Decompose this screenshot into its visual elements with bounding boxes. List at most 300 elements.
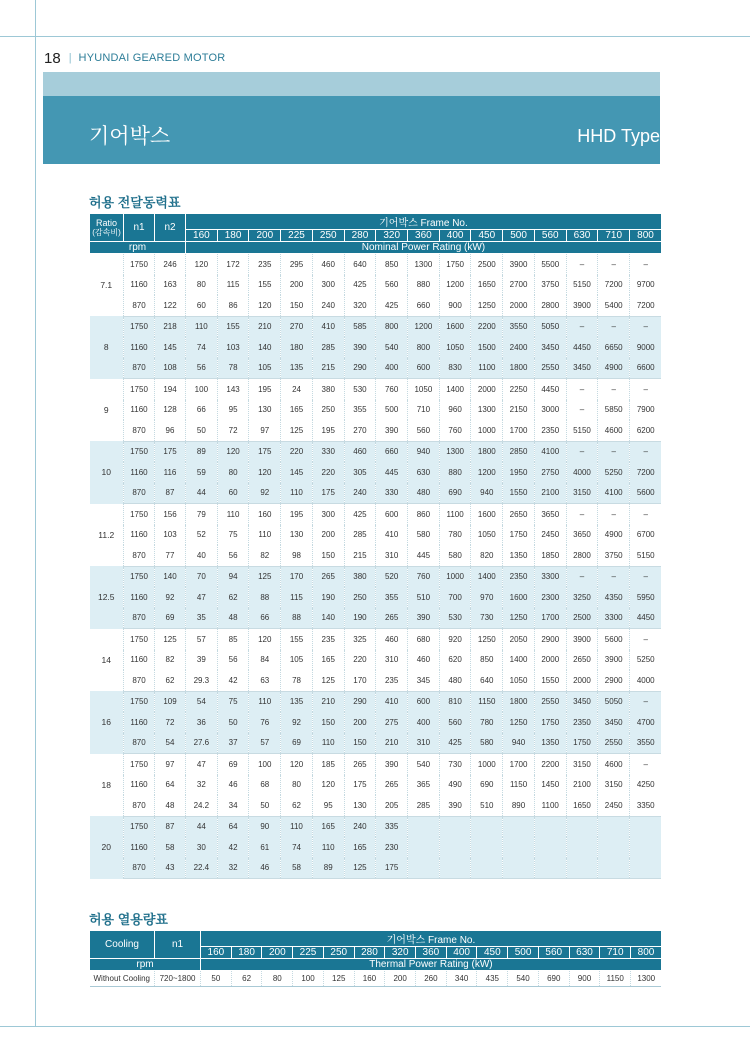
thermal-rating-table xyxy=(89,930,662,987)
rating-cell: 60 xyxy=(217,483,249,504)
rating-cell: 64 xyxy=(217,816,249,837)
rating-cell: – xyxy=(566,316,598,337)
n2-cell: 163 xyxy=(155,275,186,296)
thermal-value-cell: 690 xyxy=(538,971,569,987)
rating-cell: 24 xyxy=(281,379,313,400)
rating-cell: 66 xyxy=(249,608,281,629)
rating-cell: 125 xyxy=(312,670,344,691)
thermal-value-cell: 100 xyxy=(293,971,324,987)
n2-cell: 96 xyxy=(155,420,186,441)
rating-cell: 780 xyxy=(439,525,471,546)
n2-cell: 97 xyxy=(155,754,186,775)
rating-cell: 490 xyxy=(439,775,471,796)
frame-number-header: 450 xyxy=(471,230,503,242)
rating-cell: 2200 xyxy=(534,754,566,775)
rating-cell: 310 xyxy=(408,733,440,754)
rating-cell: – xyxy=(630,754,662,775)
rating-cell: 4450 xyxy=(534,379,566,400)
thermal-frame-number-header: 160 xyxy=(201,947,232,959)
rating-cell: 2700 xyxy=(503,275,535,296)
thermal-value-cell: 1150 xyxy=(600,971,631,987)
rating-cell xyxy=(566,816,598,837)
rating-cell: 100 xyxy=(249,754,281,775)
rating-cell: 780 xyxy=(471,712,503,733)
rating-cell: 210 xyxy=(376,733,408,754)
table-row xyxy=(90,650,662,671)
rating-cell: 380 xyxy=(344,566,376,587)
rating-cell: 90 xyxy=(249,816,281,837)
rating-cell xyxy=(503,816,535,837)
rating-cell: 78 xyxy=(281,670,313,691)
ratio-cell: 16 xyxy=(90,691,124,754)
power-rating-table xyxy=(89,213,662,879)
rating-cell: – xyxy=(630,441,662,462)
frame-number-header: 225 xyxy=(281,230,313,242)
n2-cell: 69 xyxy=(155,608,186,629)
n2-cell: 54 xyxy=(155,733,186,754)
rating-cell: 80 xyxy=(281,775,313,796)
rating-cell: 540 xyxy=(376,337,408,358)
rating-cell: 103 xyxy=(217,337,249,358)
n1-cell: 1750 xyxy=(124,316,155,337)
n1-cell: 870 xyxy=(124,608,155,629)
ratio-cell: 12.5 xyxy=(90,566,124,629)
rating-cell xyxy=(439,816,471,837)
rating-cell: 175 xyxy=(376,858,408,879)
rating-cell: 180 xyxy=(281,337,313,358)
rating-cell: 60 xyxy=(186,295,218,316)
rating-cell: 560 xyxy=(439,712,471,733)
rating-cell: 3450 xyxy=(566,358,598,379)
rating-cell xyxy=(503,837,535,858)
rating-cell: 285 xyxy=(408,795,440,816)
rating-cell: 46 xyxy=(217,775,249,796)
n1-cell: 870 xyxy=(124,733,155,754)
rating-cell: 120 xyxy=(249,295,281,316)
rating-cell: 3250 xyxy=(566,587,598,608)
rating-cell: 130 xyxy=(281,525,313,546)
rating-cell: 3350 xyxy=(630,795,662,816)
rating-cell: 92 xyxy=(281,712,313,733)
table-row xyxy=(90,629,662,650)
n1-cell: 1160 xyxy=(124,712,155,733)
table-row xyxy=(90,275,662,296)
rating-cell: 880 xyxy=(408,275,440,296)
rating-cell: 1600 xyxy=(471,504,503,525)
thermal-value-cell: 160 xyxy=(354,971,385,987)
rating-cell: 165 xyxy=(312,650,344,671)
table-row xyxy=(90,670,662,691)
rating-cell: 5050 xyxy=(534,316,566,337)
thermal-frame-number-header: 400 xyxy=(446,947,477,959)
thermal-value-cell: 260 xyxy=(416,971,447,987)
rating-cell: 1100 xyxy=(471,358,503,379)
rating-cell: 330 xyxy=(312,441,344,462)
rating-cell: 425 xyxy=(439,733,471,754)
rating-cell: 265 xyxy=(376,608,408,629)
page-header xyxy=(44,48,225,68)
n1-cell: 870 xyxy=(124,545,155,566)
rating-cell: 200 xyxy=(344,712,376,733)
rating-cell: – xyxy=(630,629,662,650)
rating-cell: 300 xyxy=(312,275,344,296)
rating-cell: 3300 xyxy=(534,566,566,587)
rating-cell: 150 xyxy=(312,712,344,733)
rating-cell: 425 xyxy=(376,295,408,316)
rating-cell: – xyxy=(566,400,598,421)
rating-cell xyxy=(408,816,440,837)
rating-cell: 210 xyxy=(249,316,281,337)
rating-cell: 2800 xyxy=(534,295,566,316)
rating-cell: 1800 xyxy=(471,441,503,462)
n1-cell: 1750 xyxy=(124,566,155,587)
n2-cell: 43 xyxy=(155,858,186,879)
rating-cell: 165 xyxy=(312,816,344,837)
rating-cell: 6600 xyxy=(630,358,662,379)
rating-cell: 27.6 xyxy=(186,733,218,754)
rating-cell: 4600 xyxy=(598,754,630,775)
ratio-cell: 7.1 xyxy=(90,254,124,317)
rating-cell: 1350 xyxy=(503,545,535,566)
rating-cell: 3450 xyxy=(534,337,566,358)
rating-cell: 3300 xyxy=(598,608,630,629)
n2-cell: 128 xyxy=(155,400,186,421)
n2-cell: 62 xyxy=(155,670,186,691)
rating-cell: 330 xyxy=(376,483,408,504)
rating-cell: 940 xyxy=(408,441,440,462)
frame-number-header: 500 xyxy=(503,230,535,242)
rating-cell: 520 xyxy=(376,566,408,587)
ratio-cell: 18 xyxy=(90,754,124,817)
rating-cell: 860 xyxy=(408,504,440,525)
rating-cell: 240 xyxy=(344,816,376,837)
thermal-rating-header: Thermal Power Rating (kW) xyxy=(201,959,662,971)
rating-cell: 2550 xyxy=(534,691,566,712)
rating-cell: 6200 xyxy=(630,420,662,441)
rating-cell xyxy=(408,858,440,879)
rating-cell: 270 xyxy=(281,316,313,337)
rating-cell: – xyxy=(598,566,630,587)
rating-cell: 445 xyxy=(408,545,440,566)
rating-cell: 320 xyxy=(344,295,376,316)
n1-cell: 870 xyxy=(124,483,155,504)
rating-cell: 640 xyxy=(344,254,376,275)
rating-cell: 3150 xyxy=(598,775,630,796)
cooling-cell: Without Cooling xyxy=(90,971,155,987)
rating-cell: 2250 xyxy=(503,379,535,400)
rating-cell: 1800 xyxy=(503,358,535,379)
rating-cell: 820 xyxy=(471,545,503,566)
rating-cell: – xyxy=(566,504,598,525)
rating-cell: 42 xyxy=(217,837,249,858)
rating-cell: 76 xyxy=(249,712,281,733)
rating-cell: – xyxy=(598,316,630,337)
rating-cell: 290 xyxy=(344,691,376,712)
rating-cell: 2000 xyxy=(534,650,566,671)
rating-cell: 900 xyxy=(439,295,471,316)
rating-cell: 2550 xyxy=(534,358,566,379)
rating-cell: 140 xyxy=(249,337,281,358)
rating-cell: 78 xyxy=(217,358,249,379)
thermal-rating-body xyxy=(90,971,662,987)
rating-cell: 57 xyxy=(186,629,218,650)
rating-cell: 760 xyxy=(376,379,408,400)
n2-cell: 175 xyxy=(155,441,186,462)
rating-cell: 390 xyxy=(376,754,408,775)
rating-cell: 35 xyxy=(186,608,218,629)
rating-cell: 47 xyxy=(186,754,218,775)
ratio-cell: 20 xyxy=(90,816,124,879)
rating-cell: 7900 xyxy=(630,400,662,421)
rating-cell: 4100 xyxy=(534,441,566,462)
rating-cell: 1250 xyxy=(471,295,503,316)
thermal-header-row-frame xyxy=(90,931,662,947)
rating-cell: 69 xyxy=(281,733,313,754)
rating-cell: 730 xyxy=(439,754,471,775)
rating-cell: 200 xyxy=(312,525,344,546)
rating-cell: 660 xyxy=(408,295,440,316)
rating-cell: 275 xyxy=(376,712,408,733)
rating-cell: 2200 xyxy=(471,316,503,337)
rating-cell: 68 xyxy=(249,775,281,796)
rating-cell: 4250 xyxy=(630,775,662,796)
thermal-frame-number-header: 800 xyxy=(631,947,662,959)
rating-cell: 4600 xyxy=(598,420,630,441)
rating-cell: 1200 xyxy=(408,316,440,337)
rating-cell: 120 xyxy=(186,254,218,275)
table-row xyxy=(90,316,662,337)
rating-cell: 265 xyxy=(312,566,344,587)
rating-cell: 1750 xyxy=(439,254,471,275)
rating-cell: 760 xyxy=(439,420,471,441)
rating-cell xyxy=(439,858,471,879)
rating-cell: 39 xyxy=(186,650,218,671)
thermal-frame-number-header: 320 xyxy=(385,947,416,959)
rating-cell: 4900 xyxy=(598,358,630,379)
rating-cell: 46 xyxy=(249,858,281,879)
n1-cell: 1750 xyxy=(124,754,155,775)
n1-cell: 1750 xyxy=(124,504,155,525)
rating-cell: 760 xyxy=(408,566,440,587)
rating-cell: 120 xyxy=(249,462,281,483)
rating-cell: 230 xyxy=(376,837,408,858)
n2-cell: 82 xyxy=(155,650,186,671)
rating-cell: 700 xyxy=(439,587,471,608)
rating-cell: 24.2 xyxy=(186,795,218,816)
rating-cell: 40 xyxy=(186,545,218,566)
table-row xyxy=(90,587,662,608)
thermal-frame-number-header: 280 xyxy=(354,947,385,959)
rating-cell: 2750 xyxy=(534,462,566,483)
rating-cell: 380 xyxy=(312,379,344,400)
rating-cell: 145 xyxy=(281,462,313,483)
rating-cell: 4000 xyxy=(566,462,598,483)
rating-cell: 355 xyxy=(344,400,376,421)
rating-cell: 1700 xyxy=(503,754,535,775)
rating-cell: 1300 xyxy=(439,441,471,462)
frame-number-header: 630 xyxy=(566,230,598,242)
title-banner xyxy=(43,96,660,164)
banner-type-label: HHD Type xyxy=(577,126,660,146)
rating-cell: 1150 xyxy=(503,775,535,796)
frame-number-header: 250 xyxy=(312,230,344,242)
frame-number-header: 320 xyxy=(376,230,408,242)
rating-cell: 54 xyxy=(186,691,218,712)
rating-cell: 205 xyxy=(376,795,408,816)
rating-cell xyxy=(503,858,535,879)
rating-cell: 61 xyxy=(249,837,281,858)
rating-header: Nominal Power Rating (kW) xyxy=(186,242,662,254)
rating-cell xyxy=(566,858,598,879)
thermal-frame-number-header: 200 xyxy=(262,947,293,959)
rating-cell: 125 xyxy=(281,420,313,441)
top-rule xyxy=(0,36,750,37)
rating-cell: 1450 xyxy=(534,775,566,796)
table-row xyxy=(90,754,662,775)
rating-cell xyxy=(408,837,440,858)
rating-cell: 2300 xyxy=(534,587,566,608)
rating-cell: 130 xyxy=(344,795,376,816)
rating-cell: 710 xyxy=(408,400,440,421)
thermal-n1-header: n1 xyxy=(155,931,201,959)
rating-cell: 365 xyxy=(408,775,440,796)
rating-cell: 75 xyxy=(217,525,249,546)
thermal-value-cell: 900 xyxy=(569,971,600,987)
rating-cell: 290 xyxy=(344,358,376,379)
rating-cell: 94 xyxy=(217,566,249,587)
rating-cell xyxy=(630,837,662,858)
rating-cell xyxy=(598,858,630,879)
rating-cell: 22.4 xyxy=(186,858,218,879)
brand-name: HYUNDAI GEARED MOTOR xyxy=(78,52,226,64)
rating-cell: 3750 xyxy=(534,275,566,296)
rating-cell: 265 xyxy=(344,754,376,775)
ratio-header-label: Ratio xyxy=(95,218,117,228)
rating-cell: 940 xyxy=(503,733,535,754)
rating-cell xyxy=(598,837,630,858)
n2-cell: 87 xyxy=(155,816,186,837)
rating-cell: 6700 xyxy=(630,525,662,546)
rating-cell: 325 xyxy=(344,629,376,650)
rating-cell: – xyxy=(598,504,630,525)
thermal-n1-cell: 720~1800 xyxy=(155,971,201,987)
rating-cell: 310 xyxy=(376,650,408,671)
rating-cell: 3900 xyxy=(566,629,598,650)
n1-cell: 1160 xyxy=(124,525,155,546)
rating-cell: 1550 xyxy=(534,670,566,691)
n1-cell: 1160 xyxy=(124,400,155,421)
rating-cell: 7200 xyxy=(598,275,630,296)
rating-cell: 2500 xyxy=(566,608,598,629)
n1-cell: 1750 xyxy=(124,816,155,837)
rating-cell: 97 xyxy=(249,420,281,441)
rating-cell xyxy=(598,816,630,837)
rating-cell: 110 xyxy=(281,483,313,504)
rating-cell: – xyxy=(630,316,662,337)
rating-cell: 2650 xyxy=(503,504,535,525)
rating-cell: 390 xyxy=(376,420,408,441)
rating-cell: 150 xyxy=(281,295,313,316)
rating-cell: 240 xyxy=(312,295,344,316)
table-row xyxy=(90,816,662,837)
rating-cell: 5600 xyxy=(630,483,662,504)
table-row xyxy=(90,566,662,587)
rating-cell xyxy=(534,816,566,837)
rating-cell: – xyxy=(566,441,598,462)
rating-cell: 830 xyxy=(439,358,471,379)
rating-cell: – xyxy=(630,504,662,525)
rating-cell: 59 xyxy=(186,462,218,483)
n1-cell: 1160 xyxy=(124,837,155,858)
rating-cell: 195 xyxy=(312,420,344,441)
rating-cell: 480 xyxy=(439,670,471,691)
n2-cell: 87 xyxy=(155,483,186,504)
rating-cell: 69 xyxy=(217,754,249,775)
table-row xyxy=(90,608,662,629)
rating-cell: 2000 xyxy=(566,670,598,691)
rating-cell: 600 xyxy=(376,504,408,525)
rating-cell: 1800 xyxy=(503,691,535,712)
rating-cell: 155 xyxy=(217,316,249,337)
rating-cell: 285 xyxy=(312,337,344,358)
rating-cell: 220 xyxy=(312,462,344,483)
n2-cell: 122 xyxy=(155,295,186,316)
thermal-frame-number-header: 710 xyxy=(600,947,631,959)
frame-number-header: 710 xyxy=(598,230,630,242)
rating-cell: 32 xyxy=(186,775,218,796)
rating-cell: 560 xyxy=(408,420,440,441)
rating-cell: 1000 xyxy=(471,420,503,441)
rating-cell: 460 xyxy=(376,629,408,650)
n1-cell: 1750 xyxy=(124,254,155,275)
rating-cell: 3150 xyxy=(566,483,598,504)
rating-cell: 220 xyxy=(344,650,376,671)
rating-cell: 5050 xyxy=(598,691,630,712)
rating-cell: 2350 xyxy=(503,566,535,587)
thermal-value-cell: 540 xyxy=(508,971,539,987)
rating-cell: 34 xyxy=(217,795,249,816)
rating-cell: 530 xyxy=(344,379,376,400)
rating-cell: 480 xyxy=(408,483,440,504)
rating-cell: 36 xyxy=(186,712,218,733)
thermal-frame-number-header: 360 xyxy=(416,947,447,959)
header-row-units xyxy=(90,242,662,254)
rating-cell: 510 xyxy=(471,795,503,816)
rating-cell: 1750 xyxy=(566,733,598,754)
rating-cell: 5850 xyxy=(598,400,630,421)
rating-cell: 86 xyxy=(217,295,249,316)
thermal-row xyxy=(90,971,662,987)
rating-cell: 1650 xyxy=(566,795,598,816)
rating-cell: 1000 xyxy=(471,754,503,775)
rating-cell: 172 xyxy=(217,254,249,275)
rating-cell: 74 xyxy=(186,337,218,358)
rating-cell: 2350 xyxy=(534,420,566,441)
rpm-header: rpm xyxy=(90,242,186,254)
rating-cell: 190 xyxy=(344,608,376,629)
rating-cell: 250 xyxy=(312,400,344,421)
rating-cell: 75 xyxy=(217,691,249,712)
rating-cell: 1050 xyxy=(503,670,535,691)
rating-cell: 285 xyxy=(344,525,376,546)
rating-cell: 44 xyxy=(186,483,218,504)
n2-cell: 140 xyxy=(155,566,186,587)
rating-cell: 155 xyxy=(281,629,313,650)
table-row xyxy=(90,775,662,796)
rating-cell: 5250 xyxy=(630,650,662,671)
thermal-value-cell: 1300 xyxy=(631,971,662,987)
rating-cell: 2900 xyxy=(598,670,630,691)
